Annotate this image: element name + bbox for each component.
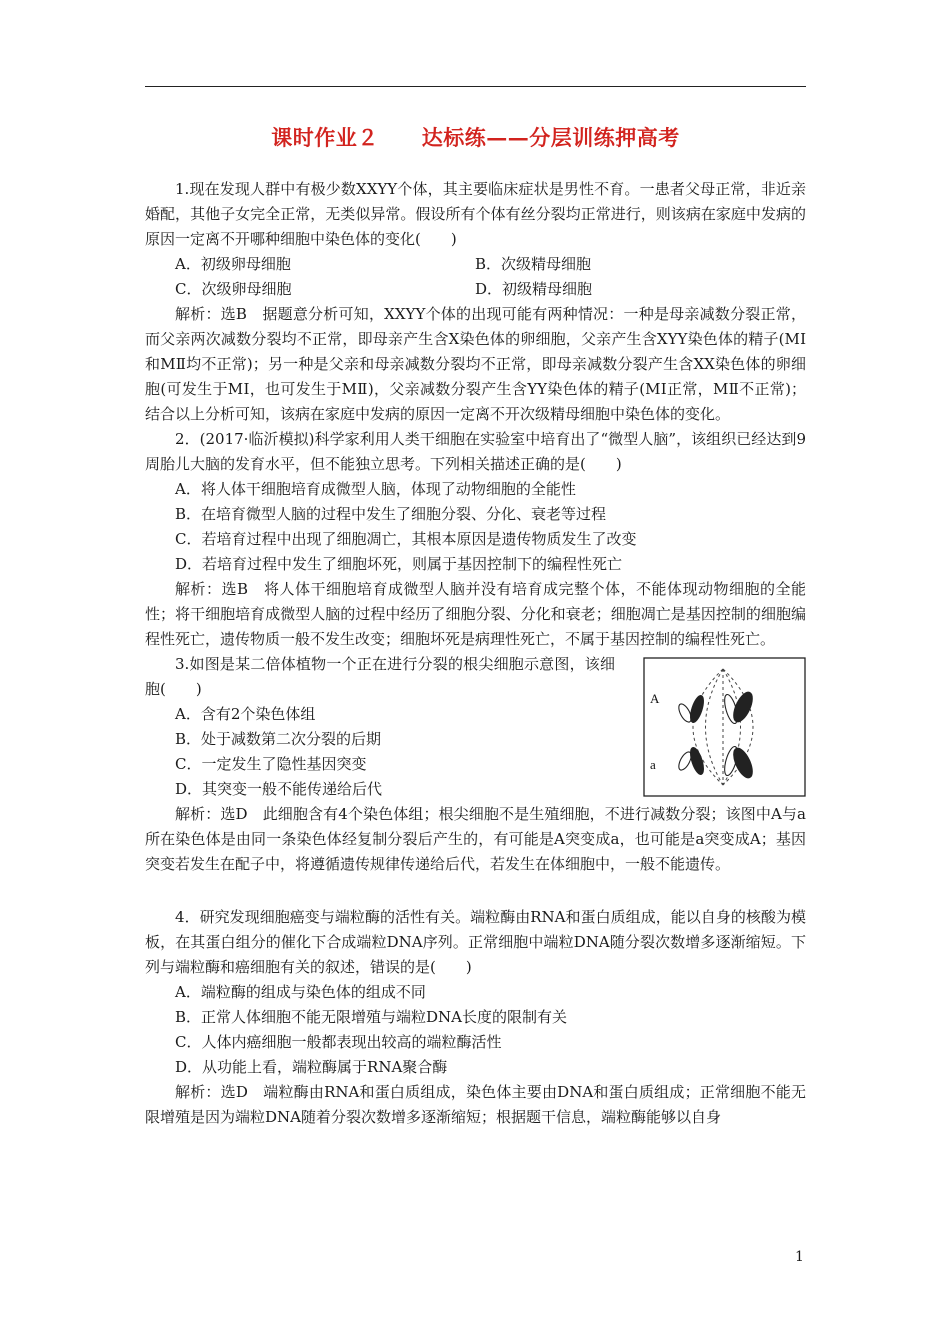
figure-border bbox=[644, 658, 805, 796]
q1-option-a: A．初级卵母细胞 bbox=[175, 255, 291, 273]
gene-label-upper: A bbox=[650, 691, 660, 706]
header-rule bbox=[145, 86, 806, 87]
page-title: 课时作业２ 达标练——分层训练押高考 bbox=[271, 125, 680, 150]
q3-option-d: D．其突变一般不能传递给后代 bbox=[175, 780, 383, 798]
q1-stem: 1.现在发现人群中有极少数XXYY个体，其主要临床症状是男性不育。一患者父母正常，非近亲婚配，其他子女完全正常，无类似异常。假设所有个体有丝分裂均正常进行，则该病在家庭中发病的原因一定离不开哪种细胞中染色体的变化( ) bbox=[145, 180, 806, 248]
q2-stem: 2．(2017·临沂模拟)科学家利用人类干细胞在实验室中培育出了“微型人脑”，该组织已经达到9周胎儿大脑的发育水平，但不能独立思考。下列相关描述正确的是( ) bbox=[145, 430, 806, 473]
q3-analysis: 解析：选D 此细胞含有4个染色体组；根尖细胞不是生殖细胞，不进行减数分裂；该图中A与a所在染色体是由同一条染色体经复制分裂后产生的，有可能是A突变成a，也可能是a突变成A；基因突变若发生在配子中，将遵循遗传规律传递给后代，若发生在体细胞中，一般不能遗传。 bbox=[145, 805, 806, 873]
q2-option-a: A．将人体干细胞培育成微型人脑，体现了动物细胞的全能性 bbox=[175, 480, 576, 498]
q1-options-row-1 bbox=[145, 252, 806, 277]
q1-option-b: B．次级精母细胞 bbox=[475, 255, 592, 273]
q2-analysis: 解析：选B 将人体干细胞培育成微型人脑并没有培育成完整个体，不能体现动物细胞的全能性；将干细胞培育成微型人脑的过程中经历了细胞分裂、分化和衰老；细胞凋亡是基因控制的细胞编程性死亡，遗传物质一般不发生改变；细胞坏死是病理性死亡，不属于基因控制的编程性死亡。 bbox=[145, 580, 806, 648]
q4-option-d: D．从功能上看，端粒酶属于RNA聚合酶 bbox=[175, 1058, 448, 1076]
q4-option-b: B．正常人体细胞不能无限增殖与端粒DNA长度的限制有关 bbox=[175, 1008, 568, 1026]
q1-option-d: D．初级精母细胞 bbox=[475, 280, 593, 298]
q2-option-b: B．在培育微型人脑的过程中发生了细胞分裂、分化、衰老等过程 bbox=[175, 505, 607, 523]
q2-option-c: C．若培育过程中出现了细胞凋亡，其根本原因是遗传物质发生了改变 bbox=[175, 530, 637, 548]
q3-block bbox=[145, 652, 806, 802]
q2-option-d: D．若培育过程中发生了细胞坏死，则属于基因控制下的编程性死亡 bbox=[175, 555, 623, 573]
q3-option-c: C．一定发生了隐性基因突变 bbox=[175, 755, 367, 773]
question-list bbox=[145, 177, 806, 1130]
q3-stem: 3.如图是某二倍体植物一个正在进行分裂的根尖细胞示意图，该细胞( ) bbox=[145, 655, 615, 698]
gene-label-lower: a bbox=[650, 757, 656, 772]
page-number: 1 bbox=[795, 1249, 804, 1265]
q4-option-c: C．人体内癌细胞一般都表现出较高的端粒酶活性 bbox=[175, 1033, 502, 1051]
q3-option-a: A．含有2个染色体组 bbox=[175, 705, 316, 723]
q3-option-b: B．处于减数第二次分裂的后期 bbox=[175, 730, 382, 748]
q4-option-a: A．端粒酶的组成与染色体的组成不同 bbox=[175, 983, 426, 1001]
q4-stem: 4．研究发现细胞癌变与端粒酶的活性有关。端粒酶由RNA和蛋白质组成，能以自身的核酸为模板，在其蛋白组分的催化下合成端粒DNA序列。正常细胞中端粒DNA随分裂次数增多逐渐缩短。下列与端粒酶和癌细胞有关的叙述，错误的是( ) bbox=[145, 908, 806, 976]
q1-option-c: C．次级卵母细胞 bbox=[175, 280, 292, 298]
q1-options-row-2 bbox=[145, 277, 806, 302]
q4-analysis: 解析：选D 端粒酶由RNA和蛋白质组成，染色体主要由DNA和蛋白质组成；正常细胞不能无限增殖是因为端粒DNA随着分裂次数增多逐渐缩短；根据题干信息，端粒酶能够以自身 bbox=[145, 1083, 806, 1126]
q1-analysis: 解析：选B 据题意分析可知，XXYY个体的出现可能有两种情况：一种是母亲减数分裂正常，而父亲两次减数分裂均不正常，即母亲产生含X染色体的卵细胞，父亲产生含XYY染色体的精子(MⅠ和MⅡ均不正常)；另一种是父亲和母亲减数分裂均不正常，即母亲减数分裂产生含XX染色体的卵细胞(可发生于MⅠ，也可发生于MⅡ)，父亲减数分裂产生含YY染色体的精子(MⅠ正常，MⅡ不正常)；结合以上分析可知，该病在家庭中发病的原因一定离不开次级精母细胞中染色体的变化。 bbox=[145, 305, 806, 423]
section-gap bbox=[145, 877, 806, 905]
cell-division-figure bbox=[643, 657, 806, 797]
